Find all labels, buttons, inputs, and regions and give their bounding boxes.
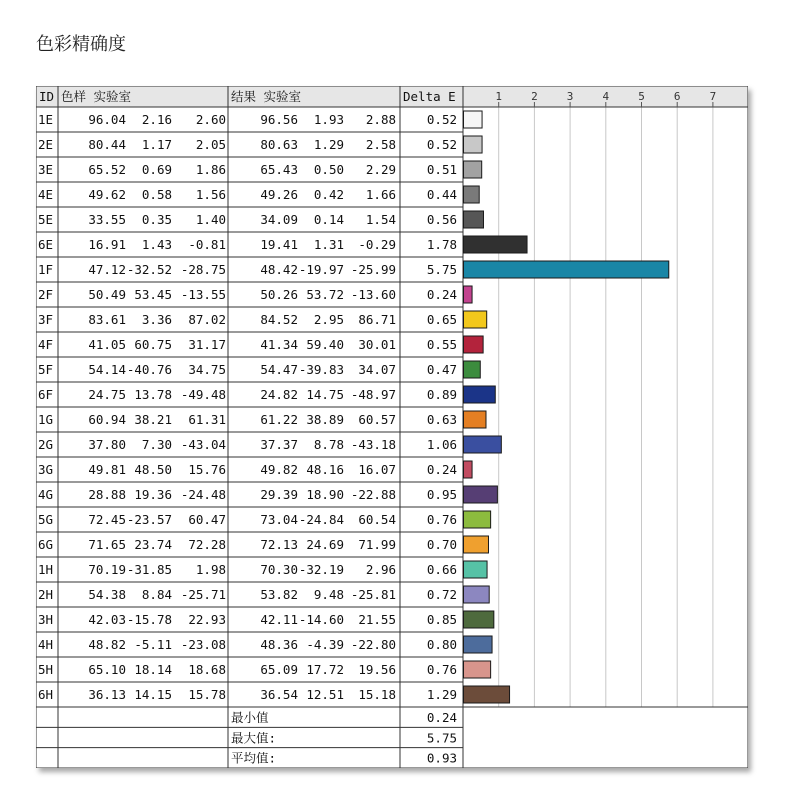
delta-e-bar-4f [464,336,484,353]
result-lab-value: 96.56 [260,112,298,127]
result-lab-value: 36.54 [260,687,298,702]
result-lab-value: 61.22 [260,412,298,427]
result-lab-value: 0.42 [313,187,344,202]
sample-lab-value: -49.48 [180,387,226,402]
delta-e-bar-1e [464,111,483,128]
result-lab-value: 72.13 [260,537,298,552]
sample-lab-value: 42.03 [88,612,126,627]
result-lab-value: 34.09 [260,212,298,227]
delta-e-bar-2h [464,586,490,603]
result-lab-value: 19.41 [260,237,298,252]
delta-e-value: 1.06 [426,437,457,452]
delta-e-bar-4h [464,636,493,653]
sample-lab-value: -43.04 [180,437,226,452]
result-lab-value: -43.18 [350,437,396,452]
sample-lab-value: 33.55 [88,212,126,227]
result-lab-value: 73.04 [260,512,298,527]
delta-e-value: 1.29 [426,687,457,702]
sample-lab-value: 61.31 [188,412,226,427]
result-lab-value: 18.90 [306,487,344,502]
axis-tick-label: 2 [531,90,538,103]
result-lab-value: 1.31 [313,237,344,252]
sample-lab-value: 60.47 [188,512,226,527]
delta-e-table [36,86,748,768]
sample-lab-value: 96.04 [88,112,126,127]
delta-e-value: 0.76 [426,512,457,527]
sample-lab-value: 1.43 [141,237,172,252]
result-lab-value: 12.51 [306,687,344,702]
column-header-id: ID [39,89,55,104]
delta-e-value: 0.52 [426,112,457,127]
row-id: 3F [38,312,54,327]
sample-lab-value: -5.11 [134,637,172,652]
result-lab-value: -25.81 [350,587,396,602]
result-lab-value: 60.57 [358,412,396,427]
sample-lab-value: 47.12 [88,262,126,277]
delta-e-value: 0.24 [426,287,457,302]
summary-label: 平均值: [231,750,277,766]
result-lab-value: 41.34 [260,337,298,352]
sample-lab-value: -13.55 [180,287,226,302]
page-title: 色彩精确度 [36,34,126,55]
sample-lab-value: -28.75 [180,262,226,277]
delta-e-value: 0.76 [426,662,457,677]
delta-e-value: 0.55 [426,337,457,352]
row-id: 1E [38,112,54,127]
result-lab-value: 30.01 [358,337,396,352]
sample-lab-value: 1.17 [141,137,172,152]
result-lab-value: 49.82 [260,462,298,477]
sample-lab-value: 72.45 [88,512,126,527]
result-lab-value: 37.37 [260,437,298,452]
result-lab-value: 49.26 [260,187,298,202]
sample-lab-value: 16.91 [88,237,126,252]
summary-value: 0.93 [426,750,457,766]
axis-tick-label: 4 [602,90,610,103]
result-lab-value: 17.72 [306,662,344,677]
result-lab-value: 24.69 [306,537,344,552]
axis-tick-label: 7 [709,90,717,103]
sample-lab-value: 14.15 [134,687,172,702]
sample-lab-value: 18.14 [134,662,172,677]
row-id: 5G [38,512,54,527]
delta-e-bar-3h [464,611,494,628]
delta-e-bar-1h [464,561,488,578]
delta-e-bar-6f [464,386,496,403]
delta-e-value: 0.51 [426,162,457,177]
result-lab-value: -39.83 [298,362,344,377]
sample-lab-value: 28.88 [88,487,126,502]
sample-lab-value: 60.94 [88,412,126,427]
result-lab-value: 42.11 [260,612,298,627]
sample-lab-value: -23.57 [126,512,172,527]
row-id: 5H [38,662,54,677]
result-lab-value: 1.93 [313,112,344,127]
result-lab-value: 19.56 [358,662,396,677]
delta-e-bar-4g [464,486,498,503]
result-lab-value: -22.88 [350,487,396,502]
sample-lab-value: 48.50 [134,462,172,477]
result-lab-value: 2.58 [365,137,396,152]
delta-e-value: 0.47 [426,362,457,377]
row-id: 4F [38,337,54,352]
sample-lab-value: 72.28 [188,537,226,552]
delta-e-value: 5.75 [426,262,457,277]
result-lab-value: 50.26 [260,287,298,302]
delta-e-bar-5g [464,511,491,528]
sample-lab-value: -40.76 [126,362,172,377]
sample-lab-value: -23.08 [180,637,226,652]
sample-lab-value: 0.58 [141,187,172,202]
sample-lab-value: 8.84 [141,587,172,602]
delta-e-value: 0.72 [426,587,457,602]
summary-label: 最小值 [231,710,269,725]
sample-lab-value: 1.86 [195,162,226,177]
column-header-result: 结果 实验室 [231,89,302,104]
sample-lab-value: 1.40 [195,212,226,227]
result-lab-value: 80.63 [260,137,298,152]
result-lab-value: -19.97 [298,262,344,277]
sample-lab-value: 87.02 [188,312,226,327]
sample-lab-value: 60.75 [134,337,172,352]
sample-lab-value: 22.93 [188,612,226,627]
sample-lab-value: 65.10 [88,662,126,677]
result-lab-value: 16.07 [358,462,396,477]
result-lab-value: -25.99 [350,262,396,277]
delta-e-bar-3g [464,461,473,478]
sample-lab-value: 83.61 [88,312,126,327]
result-lab-value: -13.60 [350,287,396,302]
row-id: 1H [38,562,54,577]
sample-lab-value: -31.85 [126,562,172,577]
sample-lab-value: 41.05 [88,337,126,352]
result-lab-value: 8.78 [313,437,344,452]
sample-lab-value: 15.78 [188,687,226,702]
result-lab-value: -32.19 [298,562,344,577]
axis-tick-label: 6 [673,90,681,103]
sample-lab-value: 1.56 [195,187,226,202]
sample-lab-value: 70.19 [88,562,126,577]
delta-e-value: 0.52 [426,137,457,152]
sample-lab-value: 50.49 [88,287,126,302]
delta-e-bar-3f [464,311,487,328]
sample-lab-value: 0.69 [141,162,172,177]
sample-lab-value: 13.78 [134,387,172,402]
summary-value: 0.24 [426,710,457,725]
sample-lab-value: -32.52 [126,262,172,277]
delta-e-value: 0.80 [426,637,457,652]
sample-lab-value: 1.98 [195,562,226,577]
row-id: 2E [38,137,54,152]
sample-lab-value: 23.74 [134,537,172,552]
delta-e-value: 0.95 [426,487,457,502]
delta-e-bar-3e [464,161,482,178]
sample-lab-value: 19.36 [134,487,172,502]
result-lab-value: 1.54 [365,212,396,227]
sample-lab-value: 2.60 [195,112,226,127]
result-lab-value: -4.39 [306,637,344,652]
row-id: 6H [38,687,54,702]
row-id: 6G [38,537,54,552]
sample-lab-value: 49.62 [88,187,126,202]
delta-e-bar-5e [464,211,484,228]
delta-e-value: 0.70 [426,537,457,552]
result-lab-value: 2.95 [313,312,344,327]
row-id: 2H [38,587,54,602]
result-lab-value: 48.42 [260,262,298,277]
delta-e-value: 0.65 [426,312,457,327]
result-lab-value: 2.29 [365,162,396,177]
result-lab-value: 48.36 [260,637,298,652]
delta-e-bar-6e [464,236,528,253]
sample-lab-value: 7.30 [141,437,172,452]
delta-e-value: 0.56 [426,212,457,227]
row-id: 5F [38,362,54,377]
sample-lab-value: 18.68 [188,662,226,677]
sample-lab-value: -0.81 [188,237,226,252]
result-lab-value: 38.89 [306,412,344,427]
sample-lab-value: 53.45 [134,287,172,302]
sample-lab-value: 49.81 [88,462,126,477]
axis-tick-label: 3 [566,90,574,103]
column-header-sample: 色样 实验室 [61,89,132,104]
row-id: 4H [38,637,54,652]
delta-e-bar-1g [464,411,486,428]
sample-lab-value: 2.16 [141,112,172,127]
sample-lab-value: 37.80 [88,437,126,452]
delta-e-value: 0.24 [426,462,457,477]
delta-e-bar-2e [464,136,483,153]
delta-e-bar-2g [464,436,502,453]
result-lab-value: 53.82 [260,587,298,602]
result-lab-value: 71.99 [358,537,396,552]
delta-e-value: 0.63 [426,412,457,427]
axis-tick-label: 5 [638,90,645,103]
delta-e-value: 0.85 [426,612,457,627]
sample-lab-value: -25.71 [180,587,226,602]
result-lab-value: 2.88 [365,112,396,127]
result-lab-value: 48.16 [306,462,344,477]
sample-lab-value: 2.05 [195,137,226,152]
result-lab-value: 59.40 [306,337,344,352]
result-lab-value: 54.47 [260,362,298,377]
row-id: 6E [38,237,54,252]
sample-lab-value: 80.44 [88,137,126,152]
sample-lab-value: -24.48 [180,487,226,502]
result-lab-value: 60.54 [358,512,396,527]
row-id: 5E [38,212,54,227]
delta-e-bar-5f [464,361,481,378]
result-lab-value: 0.50 [313,162,344,177]
result-lab-value: 29.39 [260,487,298,502]
sample-lab-value: 3.36 [141,312,172,327]
sample-lab-value: 48.82 [88,637,126,652]
row-id: 3E [38,162,54,177]
sample-lab-value: 36.13 [88,687,126,702]
result-lab-value: -14.60 [298,612,344,627]
result-lab-value: 14.75 [306,387,344,402]
row-id: 6F [38,387,54,402]
sample-lab-value: 54.14 [88,362,126,377]
sample-lab-value: 31.17 [188,337,226,352]
sample-lab-value: 65.52 [88,162,126,177]
row-id: 2G [38,437,54,452]
result-lab-value: 70.30 [260,562,298,577]
axis-tick-label: 1 [495,90,503,103]
result-lab-value: -48.97 [350,387,396,402]
result-lab-value: 65.43 [260,162,298,177]
delta-e-value: 1.78 [426,237,457,252]
result-lab-value: -24.84 [298,512,344,527]
sample-lab-value: 38.21 [134,412,172,427]
delta-e-bar-4e [464,186,480,203]
summary-value: 5.75 [426,730,457,746]
delta-e-bar-2f [464,286,473,303]
result-lab-value: 53.72 [306,287,344,302]
row-id: 3H [38,612,54,627]
result-lab-value: 84.52 [260,312,298,327]
sample-lab-value: -15.78 [126,612,172,627]
result-lab-value: 34.07 [358,362,396,377]
delta-e-bar-6g [464,536,489,553]
delta-e-bar-6h [464,686,510,703]
row-id: 1G [38,412,54,427]
row-id: 2F [38,287,54,302]
sample-lab-value: 34.75 [188,362,226,377]
result-lab-value: 2.96 [365,562,396,577]
row-id: 3G [38,462,54,477]
result-lab-value: 86.71 [358,312,396,327]
row-id: 4E [38,187,54,202]
delta-e-grid [36,86,748,768]
row-id: 4G [38,487,54,502]
sample-lab-value: 15.76 [188,462,226,477]
row-id: 1F [38,262,54,277]
result-lab-value: 15.18 [358,687,396,702]
result-lab-value: -0.29 [358,237,396,252]
delta-e-value: 0.44 [426,187,457,202]
result-lab-value: 1.29 [313,137,344,152]
result-lab-value: 65.09 [260,662,298,677]
summary-label: 最大值: [231,730,277,746]
sample-lab-value: 54.38 [88,587,126,602]
delta-e-value: 0.89 [426,387,457,402]
result-lab-value: 9.48 [313,587,344,602]
sample-lab-value: 71.65 [88,537,126,552]
column-header-delta: Delta E [403,89,456,104]
result-lab-value: 24.82 [260,387,298,402]
delta-e-value: 0.66 [426,562,457,577]
delta-e-bar-5h [464,661,491,678]
delta-e-bar-1f [464,261,669,278]
result-lab-value: 1.66 [365,187,396,202]
result-lab-value: -22.80 [350,637,396,652]
sample-lab-value: 24.75 [88,387,126,402]
result-lab-value: 0.14 [313,212,344,227]
result-lab-value: 21.55 [358,612,396,627]
sample-lab-value: 0.35 [141,212,172,227]
